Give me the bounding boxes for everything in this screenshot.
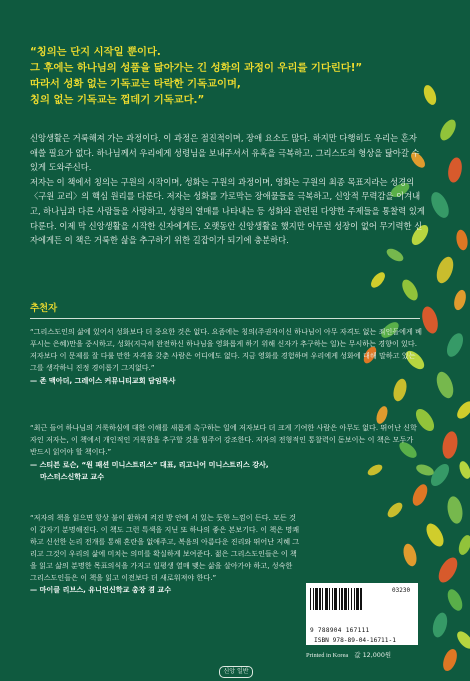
barcode-bar bbox=[319, 588, 321, 610]
barcode-bar bbox=[325, 588, 328, 610]
price: 값 12,000원 bbox=[354, 651, 392, 659]
intro-text bbox=[30, 131, 425, 248]
barcode-bar bbox=[329, 588, 330, 610]
intro-paragraph: 신앙생활은 거룩해져 가는 과정이다. 이 과정은 점진적이며, 장애 요소도 많다. 하지만 다행히도 우리는 혼자 애쓸 필요가 없다. 하나님께서 우리에게 성령님을 보내주셔서 유혹을 극복하고, 그리스도의 형상을 닮아갈 수 있게 도와주신다. bbox=[30, 133, 420, 173]
leaf-shape bbox=[440, 647, 459, 673]
leaf-shape bbox=[410, 482, 431, 508]
leaf-shape bbox=[368, 270, 387, 290]
barcode-bars bbox=[310, 588, 394, 610]
leaf-shape bbox=[454, 629, 470, 652]
leaf-shape bbox=[457, 460, 470, 481]
recommendation bbox=[30, 326, 422, 387]
printed-in: Printed in Korea bbox=[306, 652, 349, 659]
barcode-bar bbox=[334, 588, 337, 610]
leaf-shape bbox=[455, 229, 469, 251]
barcode-bar bbox=[332, 588, 333, 610]
intro-paragraph: 저자는 이 책에서 칭의는 구원의 시작이며, 성화는 구원의 과정이며, 영화는 구원의 최종 목표지라는 성경의 〈구원 교리〉의 핵심 원리를 다룬다. 저자는 성화를 가로막는 장애물들을 극복하고, 신앙적 무력감을 이겨내고, 하나님과 다른 사람들을 사랑하고, 성령의 열매를 나타내는 등 성화와 관련된 다양한 주제들을 통찰력 있게 다룬다. 이제 막 신앙생활을 시작한 신자에게든, 오랫동안 신앙생활을 했지만 아무런 성장이 없어 무기력한 신자에게든 이 책은 거룩한 삶을 추구하기 위한 길잡이가 되기에 충분하다. bbox=[30, 176, 425, 246]
recommendation bbox=[30, 422, 422, 483]
recommenders-title: 추천자 bbox=[30, 303, 58, 314]
category-badge: 신앙 일반 bbox=[219, 666, 253, 678]
recommendation-text: “저자의 책을 읽으면 항상 불이 환하게 켜진 방 안에 서 있는 듯한 느낌이 든다. 모든 것이 갑자기 분명해진다. 이 책도 그런 특색을 지닌 또 하나의 좋은 본보기다. 이 책은 명쾌하고 신선한 논리 전개를 통해 혼란을 없애주고, 복음의 아름다운 진리와 뛰어난 지혜 그리고 그것이 우리의 삶에 미치는 의미를 확실하게 보여준다. 젊은 그리스도인들은 이 책을 읽고 삶의 분명한 목표의식을 가지고 일평생 열매 맺는 삶을 살아가야 하고, 성숙한 그리스도인들은 이 책을 읽고 이전보다 더 새로워져야 한다.” bbox=[30, 513, 300, 582]
barcode-bar bbox=[341, 588, 343, 610]
barcode-addon: 03230 bbox=[392, 587, 411, 594]
recommendation-author: — 스티븐 로슨, “원 패션 미니스트리스” 대표, 리고니어 미니스트리스 강사, bbox=[30, 459, 269, 469]
leaf-shape bbox=[441, 430, 460, 460]
headline-line: 칭의 없는 기독교는 껍데기 기독교다.” bbox=[30, 94, 205, 106]
leaf-shape bbox=[399, 277, 421, 303]
recommendation-author: — 마이클 리브스, 유니언신학교 총장 겸 교수 bbox=[30, 585, 172, 595]
leaf-shape bbox=[385, 246, 406, 264]
leaf-shape bbox=[434, 255, 457, 286]
leaf-shape bbox=[454, 399, 470, 422]
barcode-number: 9 788904 167111 bbox=[310, 627, 370, 634]
barcode-bar bbox=[322, 588, 323, 610]
headline-line: 따라서 성화 없는 기독교는 타락한 기독교이며, bbox=[30, 78, 241, 90]
barcode-bar bbox=[344, 588, 347, 610]
isbn: ISBN 978-89-04-16711-1 bbox=[314, 637, 396, 644]
leaf-shape bbox=[423, 521, 447, 550]
barcode-bar bbox=[339, 588, 340, 610]
headline-quote bbox=[30, 44, 425, 108]
barcode-bar bbox=[315, 588, 318, 610]
leaf-shape bbox=[434, 370, 457, 401]
headline-line: 그 후에는 하나님의 성품을 닮아가는 긴 성화의 과정이 우리를 기다린다!” bbox=[30, 62, 363, 74]
divider bbox=[30, 318, 420, 319]
recommendation-author: — 존 맥아더, 그레이스 커뮤니티교회 담임목사 bbox=[30, 375, 176, 385]
leaf-shape bbox=[401, 542, 419, 567]
barcode-bar bbox=[356, 588, 359, 610]
leaf-shape bbox=[428, 189, 453, 220]
recommendation bbox=[30, 512, 300, 596]
barcode-bar bbox=[351, 588, 352, 610]
price-line bbox=[306, 650, 436, 659]
leaf-shape bbox=[385, 500, 405, 520]
recommendation-text: “그리스도인의 삶에 있어서 성화보다 더 중요한 것은 없다. 요즘에는 칭의(주권자이신 하나님이 아무 자격도 없는 죄인들에게 베푸시는 은혜)만을 중시하고, 성화(지극히 완전하신 하나님을 영화롭게 하기 위해 신자가 추구하는 일)는 무시하는 경향이 있다. 저자보다 이 문제를 잘 다룰 만한 자격을 갖춘 사람은 어디에도 없다. 지금 영화를 경험하며 우리에게 성화에 대해 말하고 있는 그를 생각하니 진정 경이롭기 그지없다.” bbox=[30, 327, 422, 372]
barcode-bar bbox=[348, 588, 349, 610]
barcode-bar bbox=[313, 588, 314, 610]
leaf-shape bbox=[430, 611, 449, 639]
barcode-bar bbox=[354, 588, 355, 610]
headline-line: “칭의는 단지 시작일 뿐이다. bbox=[30, 46, 161, 58]
leaf-shape bbox=[456, 533, 470, 556]
leaf-shape bbox=[444, 331, 467, 360]
leaf-shape bbox=[419, 305, 440, 335]
leaf-shape bbox=[446, 495, 465, 525]
leaf-shape bbox=[437, 117, 459, 143]
recommendation-text: “최근 들어 하나님의 거룩하심에 대한 이해를 새롭게 촉구하는 일에 저자보다 더 크게 기여한 사람은 아무도 없다. 뛰어난 신학자인 저자는, 이 책에서 개인적인 거룩함을 추구할 것을 힘주어 강조한다. 저자의 전형적인 통찰력이 돋보이는 이 책은 모두가 반드시 읽어야 할 책이다.” bbox=[30, 423, 417, 456]
leaf-shape bbox=[445, 587, 466, 613]
barcode-bar bbox=[360, 588, 362, 610]
barcode-bar bbox=[310, 588, 311, 610]
leaf-shape bbox=[452, 289, 468, 312]
recommendation-author-title: 마스터스신학교 교수 bbox=[40, 471, 105, 481]
leaf-shape bbox=[446, 156, 463, 183]
leaf-shape bbox=[435, 554, 461, 585]
